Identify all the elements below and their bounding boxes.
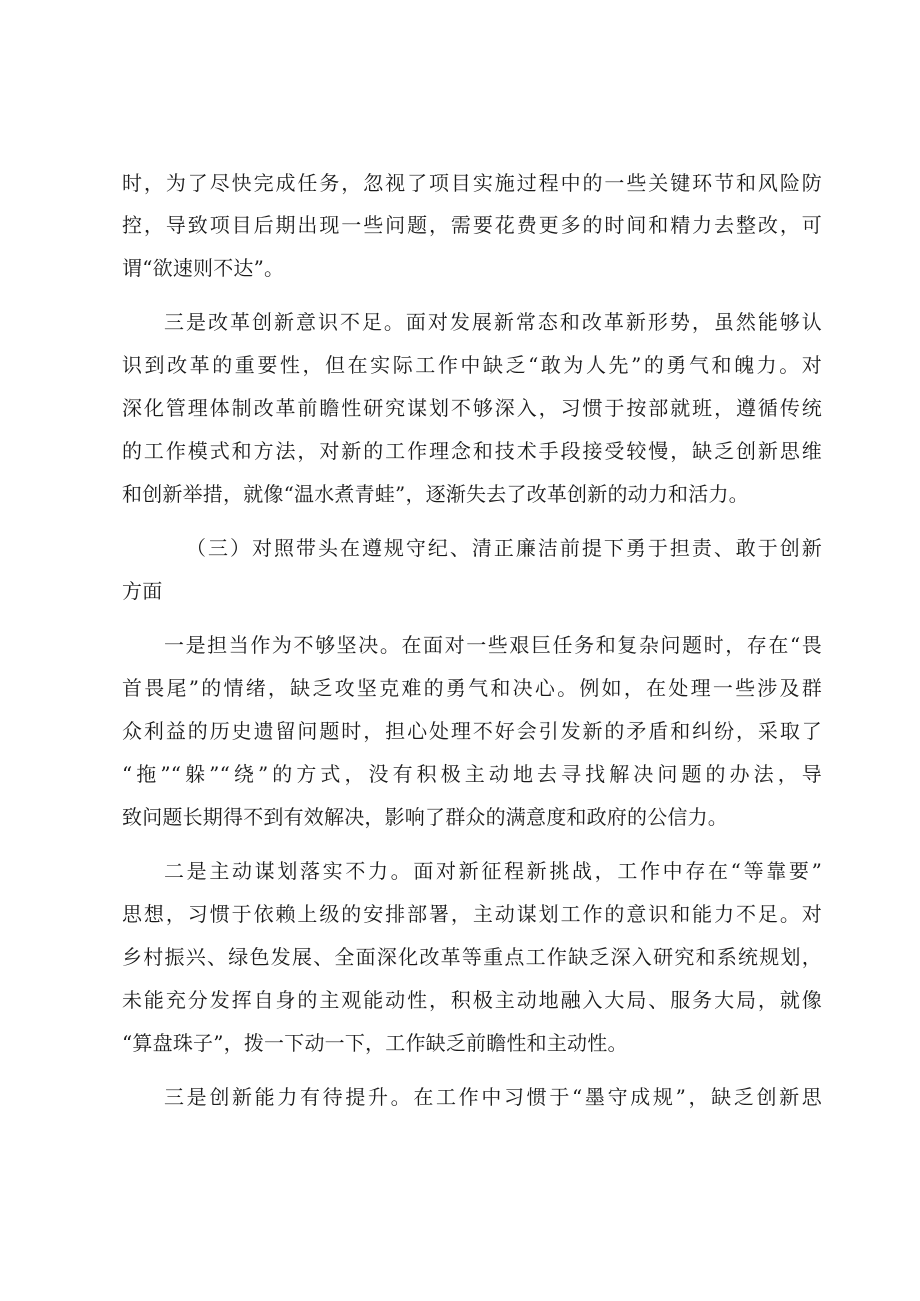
text-line: 众利益的历史遗留问题时，担心处理不好会引发新的矛盾和纠纷，采取了: [122, 719, 822, 743]
text-line: 首畏尾”的情绪，缺乏攻坚克难的勇气和决心。例如，在处理一些涉及群: [122, 676, 822, 700]
text-line: 控，导致项目后期出现一些问题，需要花费更多的时间和精力去整改，可: [122, 213, 822, 237]
text-line: 识到改革的重要性，但在实际工作中缺乏“敢为人先”的勇气和魄力。对: [122, 353, 822, 377]
section-heading-continued: 方面: [122, 579, 163, 603]
text-line: 谓“欲速则不达”。: [122, 256, 285, 280]
text-line: 的工作模式和方法，对新的工作理念和技术手段接受较慢，缺乏创新思维: [122, 439, 822, 463]
text-line: 乡村振兴、绿色发展、全面深化改革等重点工作缺乏深入研究和系统规划，: [122, 945, 822, 969]
text-line: “拖”“躲”“绕”的方式，没有积极主动地去寻找解决问题的办法，导: [122, 762, 822, 786]
text-line: “算盘珠子”，拨一下动一下，工作缺乏前瞻性和主动性。: [122, 1031, 628, 1055]
text-line: 思想，习惯于依赖上级的安排部署，主动谋划工作的意识和能力不足。对: [122, 902, 822, 926]
paragraph-first-line: 一是担当作为不够坚决。在面对一些艰巨任务和复杂问题时，存在“畏: [164, 633, 822, 657]
text-line: 未能充分发挥自身的主观能动性，积极主动地融入大局、服务大局，就像: [122, 988, 822, 1012]
paragraph-first-line: 三是创新能力有待提升。在工作中习惯于“墨守成规”，缺乏创新思: [164, 1085, 822, 1109]
text-line: 深化管理体制改革前瞻性研究谋划不够深入，习惯于按部就班，遵循传统: [122, 396, 822, 420]
text-line: 和创新举措，就像“温水煮青蛙”，逐渐失去了改革创新的动力和活力。: [122, 482, 749, 506]
section-heading: （三）对照带头在遵规守纪、清正廉洁前提下勇于担责、敢于创新: [186, 536, 822, 560]
paragraph-first-line: 三是改革创新意识不足。面对发展新常态和改革新形势，虽然能够认: [164, 310, 822, 334]
text-line: 致问题长期得不到有效解决，影响了群众的满意度和政府的公信力。: [122, 805, 728, 829]
paragraph-first-line: 二是主动谋划落实不力。面对新征程新挑战，工作中存在“等靠要”: [164, 859, 822, 883]
text-line: 时，为了尽快完成任务，忽视了项目实施过程中的一些关键环节和风险防: [122, 171, 822, 195]
